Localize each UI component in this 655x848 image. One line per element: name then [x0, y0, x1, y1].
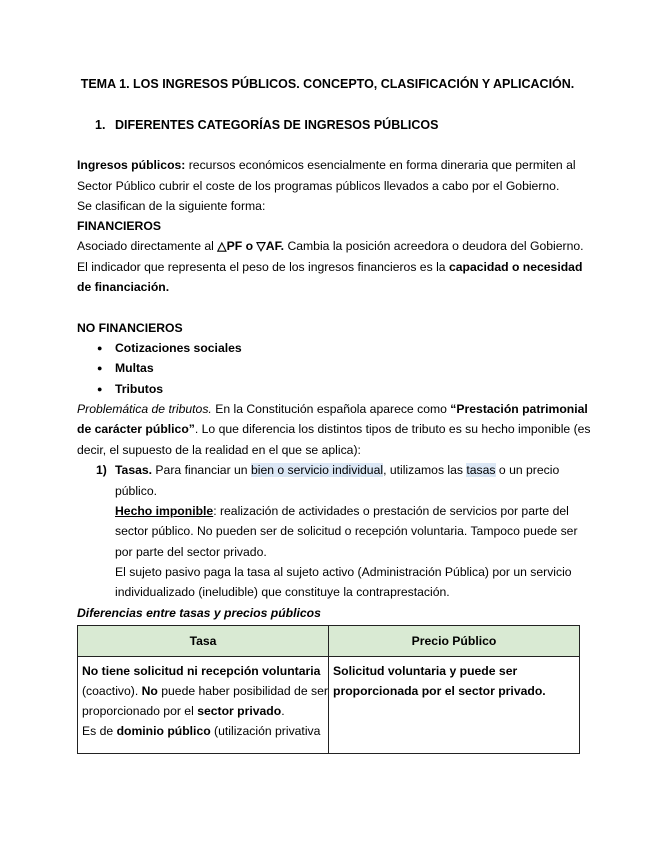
section-heading-text: DIFERENTES CATEGORÍAS DE INGRESOS PÚBLICOS	[115, 118, 439, 132]
tasa-cell-line-2-c: puede haber posibilidad de ser	[157, 684, 328, 698]
problematica-lead: Problemática de tributos.	[77, 402, 212, 416]
problematica-line-1	[77, 399, 588, 419]
table-header-row	[78, 626, 580, 657]
problematica-line-1-b: “Prestación patrimonial	[450, 402, 588, 416]
financieros-line-3: de financiación.	[77, 280, 170, 294]
tasas-line-1-c: , utilizamos las	[383, 463, 467, 477]
tasa-cell-line-2-b: No	[141, 684, 158, 698]
tasa-cell-line-4	[82, 721, 324, 741]
tasas-line-1-d: o un precio	[495, 463, 560, 477]
tasa-cell-line-4-a: Es de	[82, 724, 117, 738]
no-financieros-heading: NO FINANCIEROS	[77, 321, 183, 335]
tasa-cell-line-3-b: sector privado	[197, 704, 282, 718]
intro-line-2: Sector Público cubrir el coste de los programas públicos llevados a cabo por el Gobierno.	[77, 179, 560, 193]
table-cell-tasa	[78, 657, 329, 754]
list-item: Multas	[115, 361, 154, 375]
hecho-imponible-term: Hecho imponible	[115, 504, 214, 518]
intro-term: Ingresos públicos:	[77, 158, 186, 172]
table-row	[78, 657, 580, 754]
tasa-cell-line-3	[82, 701, 324, 721]
problematica-line-2-a: . Lo que diferencia los distintos tipos de tributo es su hecho imponible (es	[194, 422, 591, 436]
highlight-bien-servicio: bien o servicio individual	[250, 463, 384, 477]
table-cell-precio-publico	[329, 657, 580, 754]
problematica-line-2	[77, 419, 591, 439]
section-number: 1.	[95, 118, 106, 132]
list-item: Tributos	[115, 382, 164, 396]
tasas-line-2: público.	[115, 484, 158, 498]
precio-cell-line-2: proporcionada por el sector privado.	[333, 684, 546, 698]
tasas-line-1	[115, 460, 559, 480]
financieros-line-1	[77, 236, 584, 256]
tasa-cell-line-2-a: (coactivo).	[82, 684, 142, 698]
list-item: Cotizaciones sociales	[115, 341, 242, 355]
intro-line-1	[77, 155, 576, 175]
financieros-line-1-c: Cambia la posición acreedora o deudora del Gobierno.	[284, 239, 584, 253]
intro-line-1-rest: recursos económicos esencialmente en forma dineraria que permiten al	[185, 158, 576, 172]
bullet-icon: ●	[97, 343, 103, 353]
tasa-cell-line-3-a: proporcionado por el	[82, 704, 198, 718]
document-title: TEMA 1. LOS INGRESOS PÚBLICOS. CONCEPTO, CLASIFICACIÓN Y APLICACIÓN.	[80, 77, 575, 91]
tasas-line-6: El sujeto pasivo paga la tasa al sujeto activo (Administración Pública) por un servicio	[115, 565, 572, 579]
table-header-tasa: Tasa	[78, 626, 329, 657]
financieros-line-1-a: Asociado directamente al	[77, 239, 218, 253]
tasas-number: 1)	[96, 463, 107, 477]
tasas-line-1-a: Para financiar un	[152, 463, 251, 477]
table-header-precio-publico: Precio Público	[329, 626, 580, 657]
tasas-line-3-a: : realización de actividades o prestación de servicios por parte del	[213, 504, 569, 518]
precio-cell-line-1: Solicitud voluntaria y puede ser	[333, 664, 518, 678]
tasa-cell-line-2	[82, 681, 328, 701]
highlight-tasas: tasas	[466, 463, 496, 477]
diferencias-heading: Diferencias entre tasas y precios públicos	[77, 606, 321, 620]
financieros-line-2	[77, 257, 582, 277]
comparison-table	[77, 625, 580, 754]
intro-line-3: Se clasifican de la siguiente forma:	[77, 199, 266, 213]
financieros-heading: FINANCIEROS	[77, 219, 161, 233]
tasas-line-5: por parte del sector privado.	[115, 545, 267, 559]
tasa-cell-line-3-c: .	[281, 704, 285, 718]
tasa-cell-line-1: No tiene solicitud ni recepción voluntaria	[82, 664, 321, 678]
problematica-line-3: decir, el supuesto de la realidad en el que se aplica):	[77, 443, 361, 457]
problematica-line-2-b: de carácter público”	[77, 422, 195, 436]
tasas-line-3	[115, 501, 569, 521]
tasas-line-4: sector público. No pueden ser de solicitud o recepción voluntaria. Tampoco puede ser	[115, 524, 578, 538]
bullet-icon: ●	[97, 363, 103, 373]
bullet-icon: ●	[97, 384, 103, 394]
financieros-line-2-b: capacidad o necesidad	[448, 260, 583, 274]
financieros-line-2-a: El indicador que representa el peso de los ingresos financieros es la	[77, 260, 449, 274]
tasa-cell-line-4-b: dominio público	[116, 724, 211, 738]
problematica-line-1-a: En la Constitución española aparece como	[211, 402, 451, 416]
section-heading	[95, 115, 438, 135]
tasa-cell-line-4-c: (utilización privativa	[210, 724, 321, 738]
tasas-term: Tasas.	[115, 463, 153, 477]
financieros-line-1-b: △PF o ▽AF.	[217, 239, 285, 253]
tasas-line-7: individualizado (ineludible) que constituye la contraprestación.	[115, 585, 450, 599]
